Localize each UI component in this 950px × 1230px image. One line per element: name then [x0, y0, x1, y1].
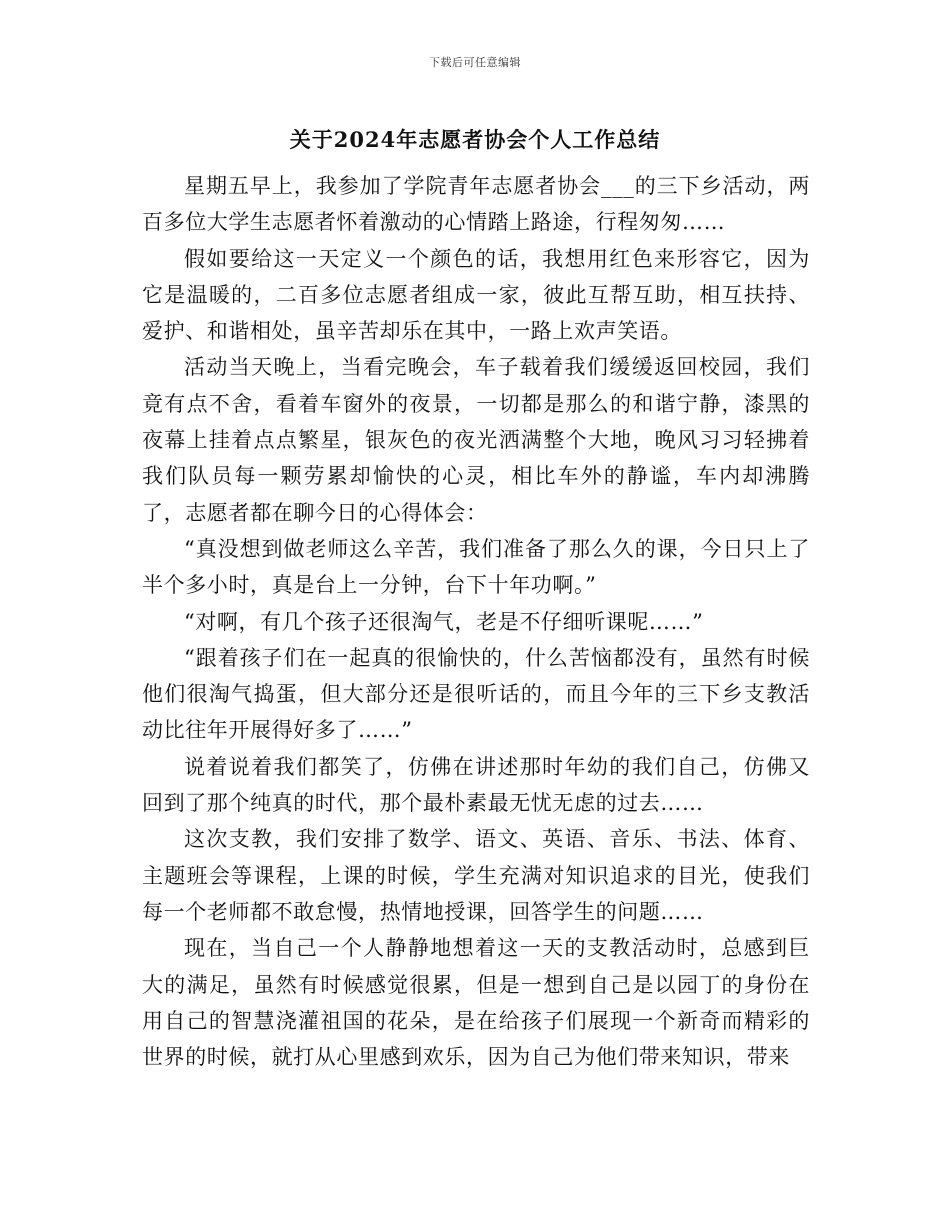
paragraph-2: 假如要给这一天定义一个颜色的话，我想用红色来形容它，因为它是温暖的，二百多位志愿者组成一家，彼此互帮互助，相互扶持、爱护、和谐相处，虽辛苦却乐在其中，一路上欢声笑语。	[142, 246, 810, 344]
paragraph-3: 活动当天晚上，当看完晚会，车子载着我们缓缓返回校园，我们竟有点不舍，看着车窗外的夜景，一切都是那么的和谐宁静，漆黑的夜幕上挂着点点繁星，银灰色的夜光洒满整个大地，晚风习习轻拂着我们队员每一颗劳累却愉快的心灵，相比车外的静谧，车内却沸腾了，志愿者都在聊今日的心得体会：	[142, 355, 810, 525]
paragraph-9: 现在，当自己一个人静静地想着这一天的支教活动时，总感到巨大的满足，虽然有时候感觉很累，但是一想到自己是以园丁的身份在用自己的智慧浇灌祖国的花朵，是在给孩子们展现一个新奇而精彩的世界的时候，就打从心里感到欢乐，因为自己为他们带来知识，带来	[142, 936, 810, 1070]
paragraph-6: “跟着孩子们在一起真的很愉快的，什么苦恼都没有，虽然有时候他们很淘气捣蛋，但大部分还是很听话的，而且今年的三下乡支教活动比往年开展得好多了……”	[142, 645, 810, 743]
header-note: 下载后可任意编辑	[429, 56, 521, 69]
paragraph-7: 说着说着我们都笑了，仿佛在讲述那时年幼的我们自己，仿佛又回到了那个纯真的时代，那个最朴素最无忧无虑的过去……	[142, 754, 810, 816]
document-body	[142, 168, 810, 1075]
paragraph-1: 星期五早上，我参加了学院青年志愿者协会___的三下乡活动，两百多位大学生志愿者怀着激动的心情踏上路途，行程匆匆……	[142, 174, 810, 235]
paragraph-5: “对啊，有几个孩子还很淘气，老是不仔细听课呢……”	[184, 609, 704, 634]
document-title: 关于2024年志愿者协会个人工作总结	[289, 127, 661, 152]
paragraph-8: 这次支教，我们安排了数学、语文、英语、音乐、书法、体育、主题班会等课程，上课的时候，学生充满对知识追求的目光，使我们每一个老师都不敢怠慢，热情地授课，回答学生的问题……	[142, 827, 810, 924]
paragraph-4: “真没想到做老师这么辛苦，我们准备了那么久的课，今日只上了半个多小时，真是台上一分钟，台下十年功啊。”	[142, 536, 810, 598]
